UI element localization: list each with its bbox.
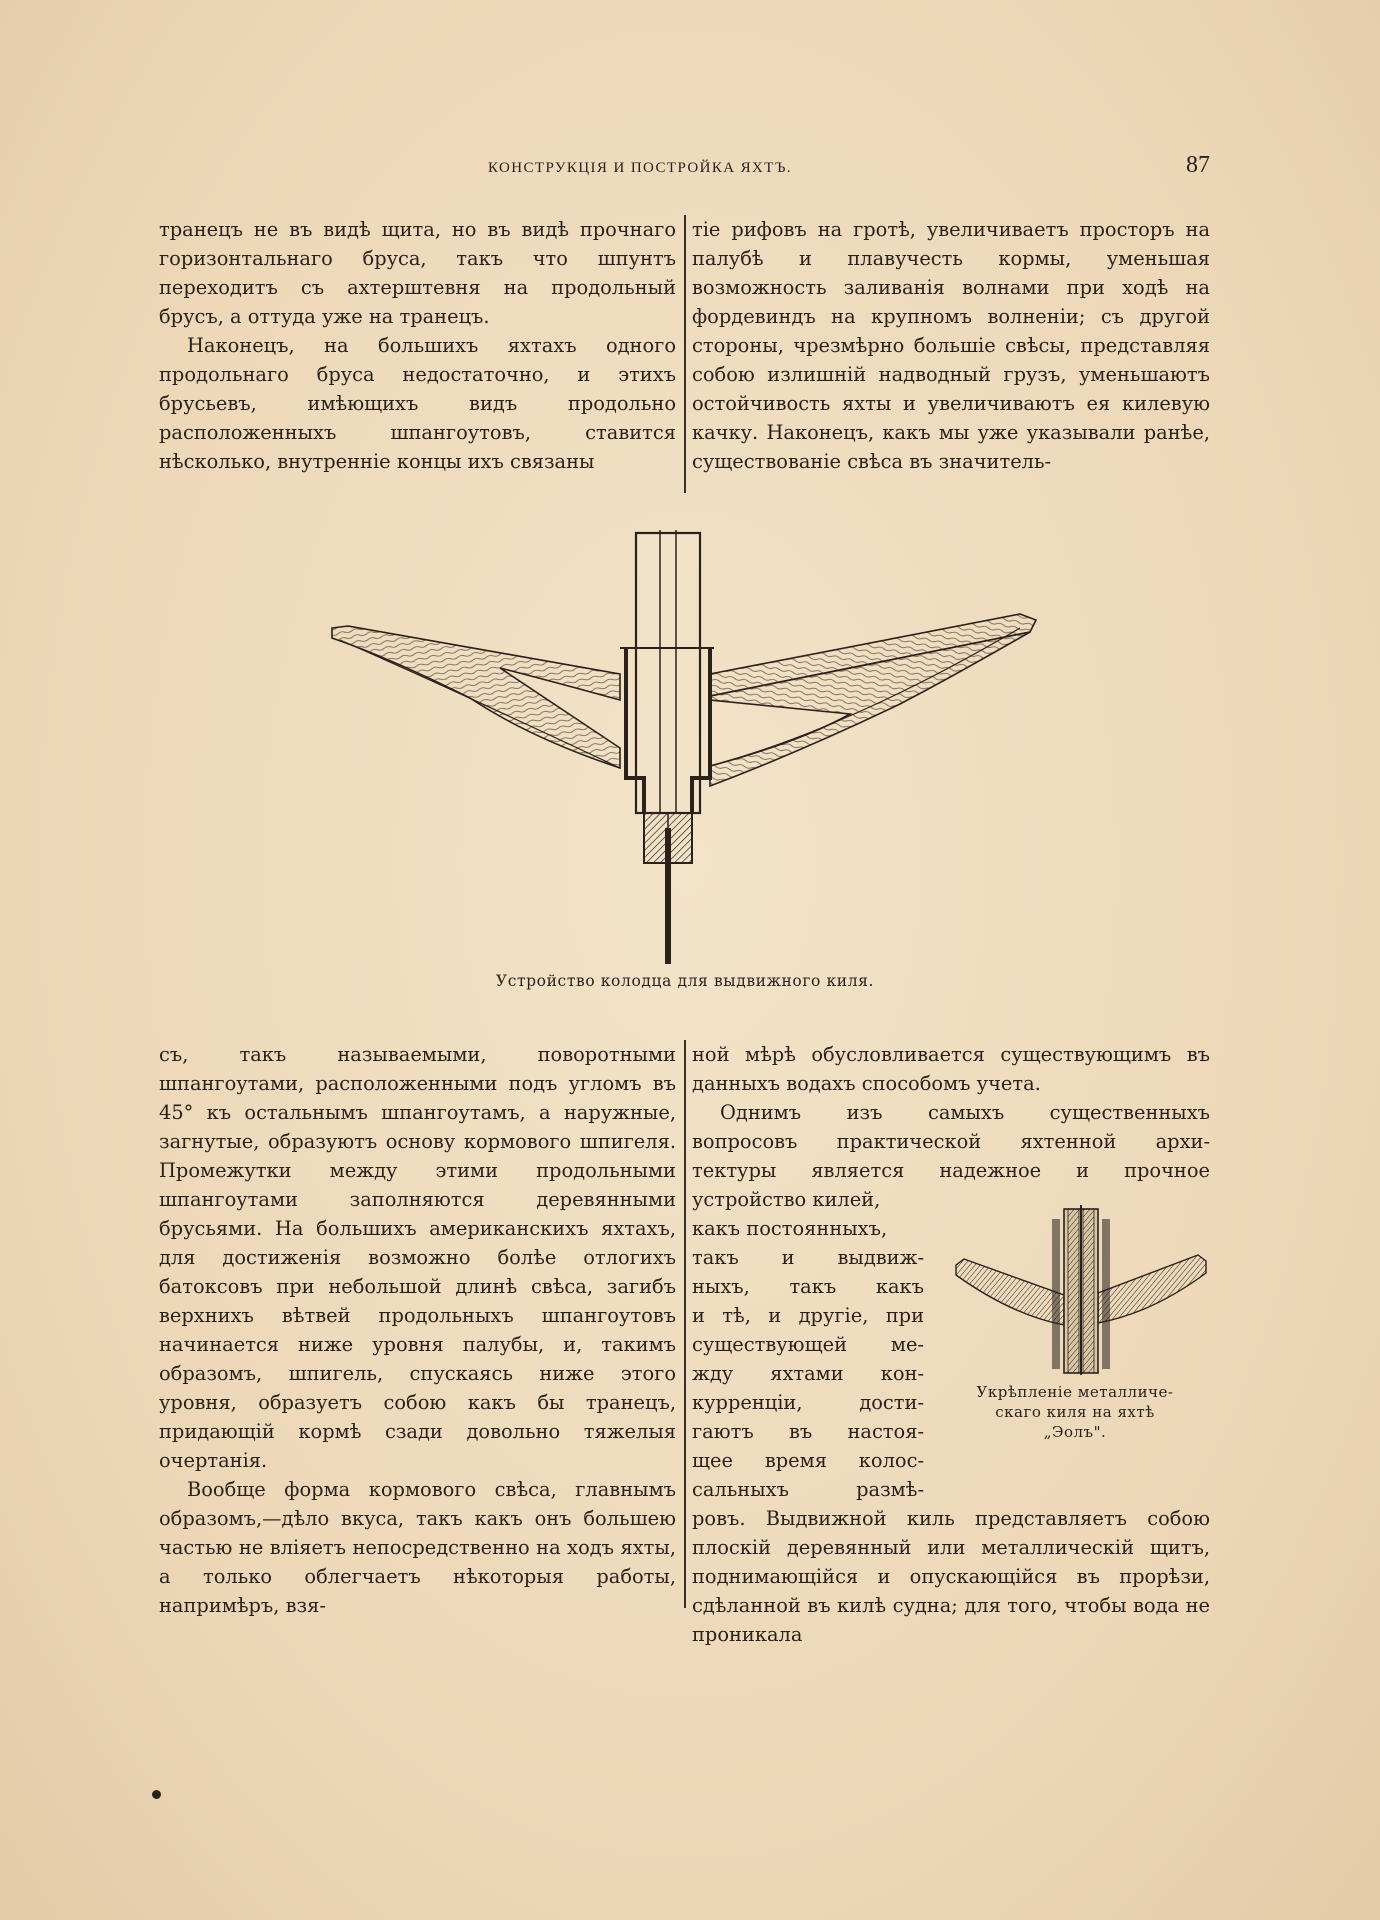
column-top-left — [159, 215, 676, 476]
caption-line: Укрѣпленіе металличе- — [976, 1383, 1174, 1401]
text-line: курренціи, дости- — [692, 1391, 924, 1414]
figure-caption: Устройство колодца для выдвижного киля. — [495, 972, 875, 990]
paragraph: съ, такъ называемыми, поворотными шпангоутами, расположенными подъ угломъ въ 45° къ остальнымъ шпангоутамъ, а наружные, загнутые, образуютъ основу кормового шпигеля. Промежутки между этими продольными шпангоутами заполняются деревянными брусьями. На большихъ американскихъ яхтахъ, для достиженія возможно болѣе отлогихъ батоксовъ при небольшой длинѣ свѣса, загибъ верхнихъ вѣтвей продольныхъ шпангоутовъ начинается ниже уровня палубы, и, такимъ образомъ, шпигель, спускаясь ниже этого уровня, образуетъ собою какъ бы транецъ, придающій кормѣ сзади довольно тяжелыя очертанія. — [159, 1043, 676, 1472]
text-line: Однимъ изъ самыхъ существенныхъ — [720, 1101, 1210, 1124]
caption-line: скаго киля на яхтѣ — [995, 1403, 1155, 1421]
paragraph: ной мѣрѣ обусловливается существующимъ въ данныхъ водахъ способомъ учета. — [692, 1043, 1210, 1095]
text-line: какъ постоянныхъ, — [692, 1217, 888, 1240]
page-header — [158, 148, 1210, 182]
paragraph: ровъ. Выдвижной киль представляетъ собою плоскій деревянный или металлическій щитъ, поднимающійся и опускающійся въ прорѣзи, сдѣланной въ килѣ судна; для того, чтобы вода не проникала — [692, 1507, 1210, 1646]
caption-line: „Эолъ". — [1043, 1423, 1107, 1441]
keel-well-illustration — [330, 528, 1040, 966]
ink-speck — [152, 1790, 161, 1799]
metal-keel-illustration — [952, 1205, 1210, 1375]
column-bottom-right — [692, 1040, 1210, 1098]
paragraph: транецъ не въ видѣ щита, но въ видѣ прочнаго горизонтальнаго бруса, такъ что шпунтъ переходитъ съ ахтерштевня на продольный брусъ, а оттуда уже на транецъ. — [159, 218, 676, 328]
text-line: вопросовъ практической яхтенной архи- — [692, 1130, 1210, 1153]
column-top-right — [692, 215, 1210, 476]
text-line: существующей ме- — [692, 1333, 924, 1356]
paragraph: Наконецъ, на большихъ яхтахъ одного продольнаго бруса недостаточно, и этихъ брусьевъ, имѣющихъ видъ продольно расположенныхъ шпангоутовъ, ставится нѣсколько, внутренніе концы ихъ связаны — [159, 334, 676, 473]
text-line: такъ и выдвиж- — [692, 1246, 924, 1269]
column-bottom-left — [159, 1040, 676, 1620]
running-title: КОНСТРУКЦІЯ И ПОСТРОЙКА ЯХТЪ. — [488, 160, 792, 176]
paragraph: Вообще форма кормового свѣса, главнымъ образомъ,—дѣло вкуса, такъ какъ онъ большею частью не вліяетъ непосредственно на ходъ яхты, а только облегчаетъ нѣкоторыя работы, напримѣръ, взя- — [159, 1478, 676, 1617]
text-line: гаютъ въ настоя- — [692, 1420, 924, 1443]
column-rule — [684, 1040, 686, 1608]
figure-caption-small — [940, 1382, 1210, 1442]
column-rule — [684, 215, 686, 493]
text-line: сальныхъ размѣ- — [692, 1478, 924, 1501]
text-line: тектуры является надежное и прочное — [692, 1159, 1210, 1182]
text-line: щее время колос- — [692, 1449, 924, 1472]
text-line: устройство килей, — [692, 1188, 881, 1211]
page-number: 87 — [1186, 152, 1210, 178]
paragraph: тіе рифовъ на гротѣ, увеличиваетъ просторъ на палубѣ и плавучесть кормы, уменьшая возможность заливанія волнами при ходѣ на фордевиндъ на крупномъ волненіи; съ другой стороны, чрезмѣрно большіе свѣсы, представляя собою излишній надводный грузъ, уменьшаютъ остойчивость яхты и увеличиваютъ ея килевую качку. Наконецъ, какъ мы уже указывали ранѣе, существованіе свѣса въ значитель- — [692, 218, 1210, 473]
text-line: и тѣ, и другіе, при — [692, 1304, 924, 1327]
text-line: жду яхтами кон- — [692, 1362, 924, 1385]
text-line: ныхъ, такъ какъ — [692, 1275, 924, 1298]
